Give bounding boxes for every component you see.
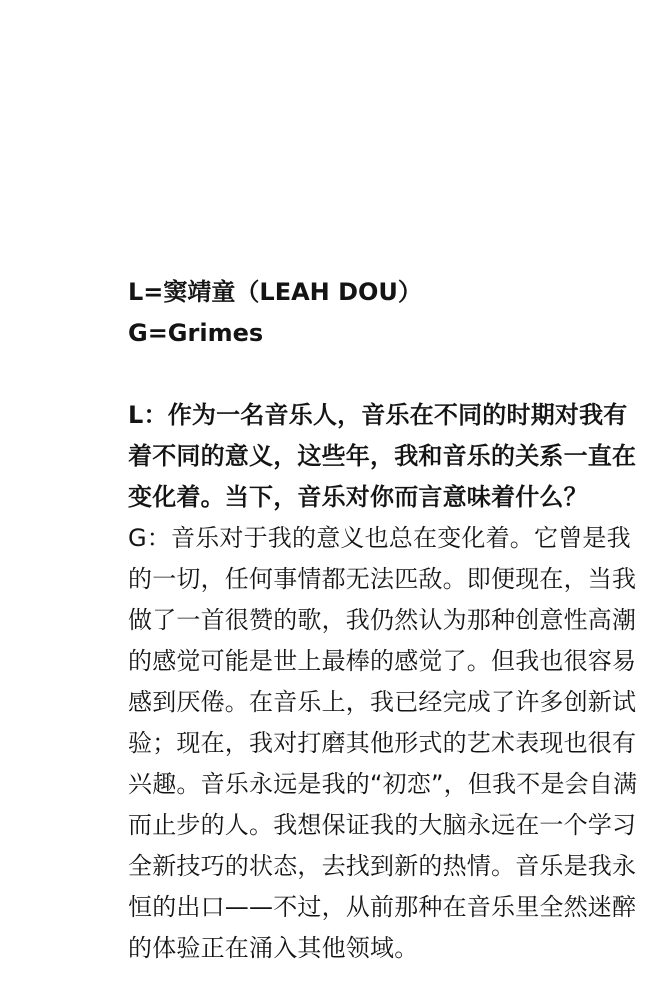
interview-question: L：作为一名音乐人，音乐在不同的时期对我有着不同的意义，这些年，我和音乐的关系一直在变化着。当下，音乐对你而言意味着什么？ — [128, 401, 637, 511]
speaker-legend-leah: L=窦靖童（LEAH DOU） — [128, 278, 422, 306]
interview-answer: G：音乐对于我的意义也总在变化着。它曾是我的一切，任何事情都无法匹敌。即便现在，当我做了一首很赞的歌，我仍然认为那种创意性高潮的感觉可能是世上最棒的感觉了。但我也很容易感到厌倦。在音乐上，我已经完成了许多创新试验；现在，我对打磨其他形式的艺术表现也很有兴趣。音乐永远是我的“初恋”，但我不是会自满而止步的人。我想保证我的大脑永远在一个学习全新技巧的状态，去找到新的热情。音乐是我永恒的出口——不过，从前那种在音乐里全然迷醉的体验正在涌入其他领域。 — [128, 524, 638, 962]
paragraph-spacer — [128, 354, 640, 395]
article-body — [128, 272, 640, 969]
speaker-legend-grimes: G=Grimes — [128, 319, 264, 347]
